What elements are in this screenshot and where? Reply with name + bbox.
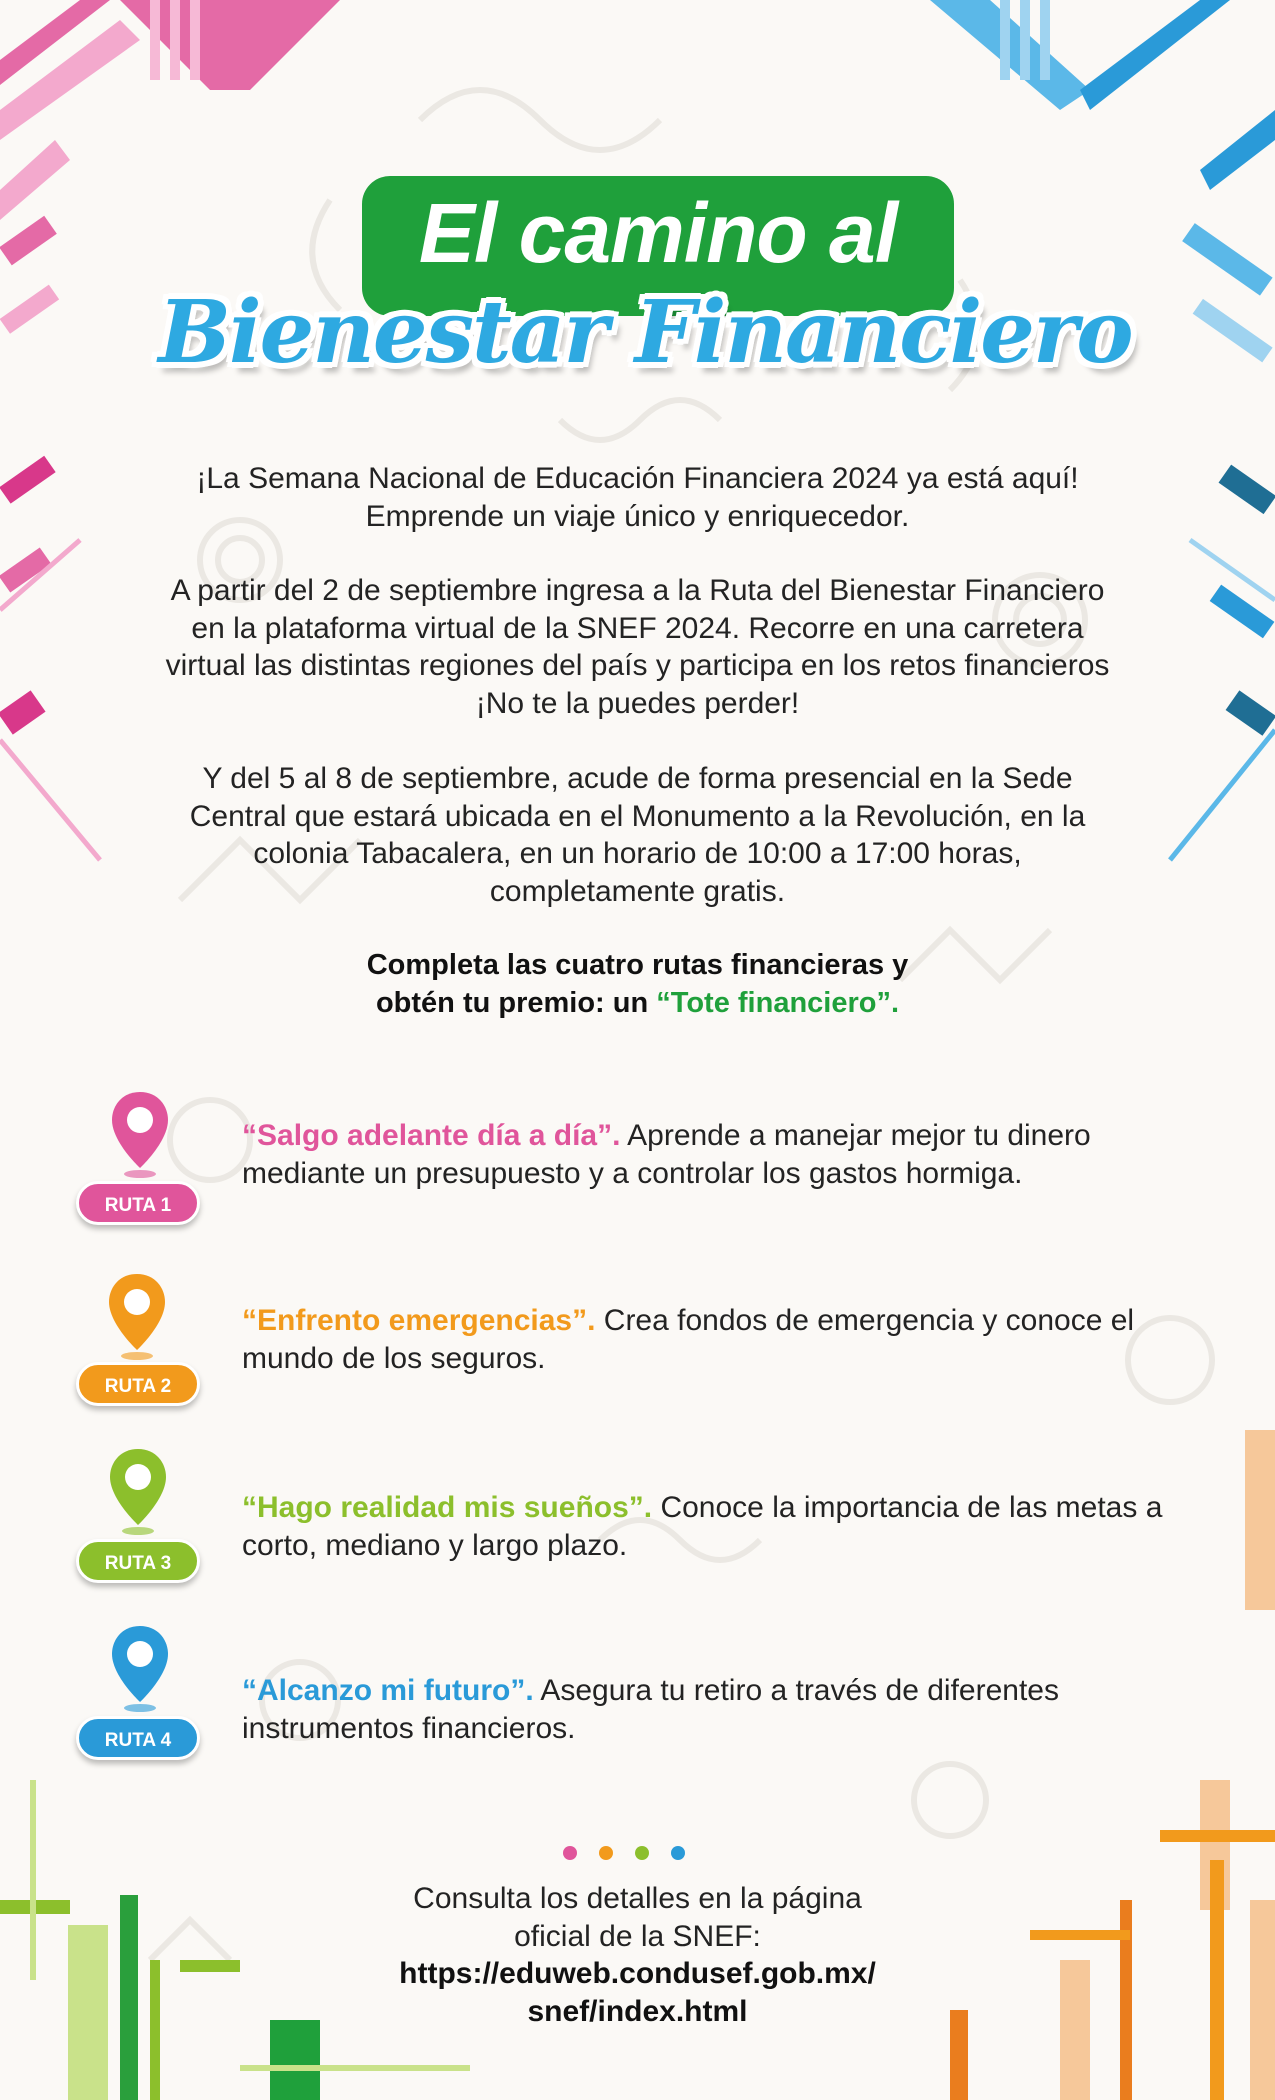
- snef-url-line2[interactable]: snef/index.html: [527, 1994, 748, 2028]
- route-quote: “Enfrento emergencias”.: [242, 1304, 596, 1337]
- route-description: [242, 1302, 1222, 1378]
- footer: [250, 1880, 1025, 2030]
- route-text: Asegura tu retiro a través de diferentes instrumentos financieros.: [242, 1674, 1059, 1745]
- blue-dot: [671, 1846, 685, 1860]
- prize-callout: [150, 946, 1125, 1022]
- pink-stripes-decoration: [0, 0, 340, 860]
- route-badge: RUTA 1: [76, 1181, 200, 1225]
- page-title-line2: Bienestar Financiero: [158, 282, 1132, 383]
- route-description: [242, 1117, 1222, 1193]
- route-text: Crea fondos de emergencia y conoce el mundo de los seguros.: [242, 1304, 1135, 1375]
- route-badge: RUTA 2: [76, 1362, 200, 1406]
- route-badge: RUTA 4: [76, 1716, 200, 1760]
- prize-highlight: “Tote financiero”.: [656, 987, 900, 1019]
- route-quote: “Salgo adelante día a día”.: [242, 1119, 621, 1152]
- route-item: [0, 1085, 1275, 1245]
- footer-line1: Consulta los detalles en la página: [413, 1882, 862, 1915]
- route-quote: “Alcanzo mi futuro”.: [242, 1674, 534, 1707]
- green-dot: [635, 1846, 649, 1860]
- blue-stripes-decoration: [930, 0, 1275, 860]
- location-pin-icon: [105, 1272, 169, 1362]
- route-item: [0, 1268, 1275, 1428]
- orange-dot: [599, 1846, 613, 1860]
- color-dots-divider: [563, 1846, 713, 1860]
- page-title-line1: El camino al: [418, 186, 898, 280]
- intro-paragraph-1: ¡La Semana Nacional de Educación Financiera 2024 ya está aquí! Emprende un viaje único y enriquecedor.: [196, 462, 1079, 533]
- prize-callout-line1: Completa las cuatro rutas financieras y: [366, 949, 909, 981]
- location-pin-icon: [106, 1447, 170, 1537]
- footer-line2: oficial de la SNEF:: [514, 1919, 761, 1953]
- route-text: Conoce la importancia de las metas a corto, mediano y largo plazo.: [242, 1491, 1163, 1562]
- route-description: [242, 1672, 1222, 1748]
- route-item: [0, 1622, 1275, 1782]
- route-text: Aprende a manejar mejor tu dinero mediante un presupuesto y a controlar los gastos hormiga.: [242, 1119, 1091, 1190]
- prize-callout-prefix: obtén tu premio: un: [375, 987, 657, 1019]
- route-item: [0, 1445, 1275, 1605]
- location-pin-icon: [108, 1624, 172, 1714]
- pink-dot: [563, 1846, 577, 1860]
- route-badge: RUTA 3: [76, 1539, 200, 1583]
- location-pin-icon: [108, 1090, 172, 1180]
- snef-url-line1[interactable]: https://eduweb.condusef.gob.mx/: [399, 1957, 876, 1990]
- route-quote: “Hago realidad mis sueños”.: [242, 1491, 653, 1524]
- intro-paragraph-3: Y del 5 al 8 de septiembre, acude de forma presencial en la Sede Central que estará ubicada en el Monumento a la Revolución, en la colonia Tabacalera, en un horario de 10:00 a 17:00 horas, completamente gratis.: [189, 762, 1086, 908]
- intro-paragraph-2: A partir del 2 de septiembre ingresa a la Ruta del Bienestar Financiero en la plataforma virtual de la SNEF 2024. Recorre en una carretera virtual las distintas regiones del país y participa en los retos financieros ¡No te la puedes perder!: [165, 574, 1110, 720]
- route-description: [242, 1489, 1222, 1565]
